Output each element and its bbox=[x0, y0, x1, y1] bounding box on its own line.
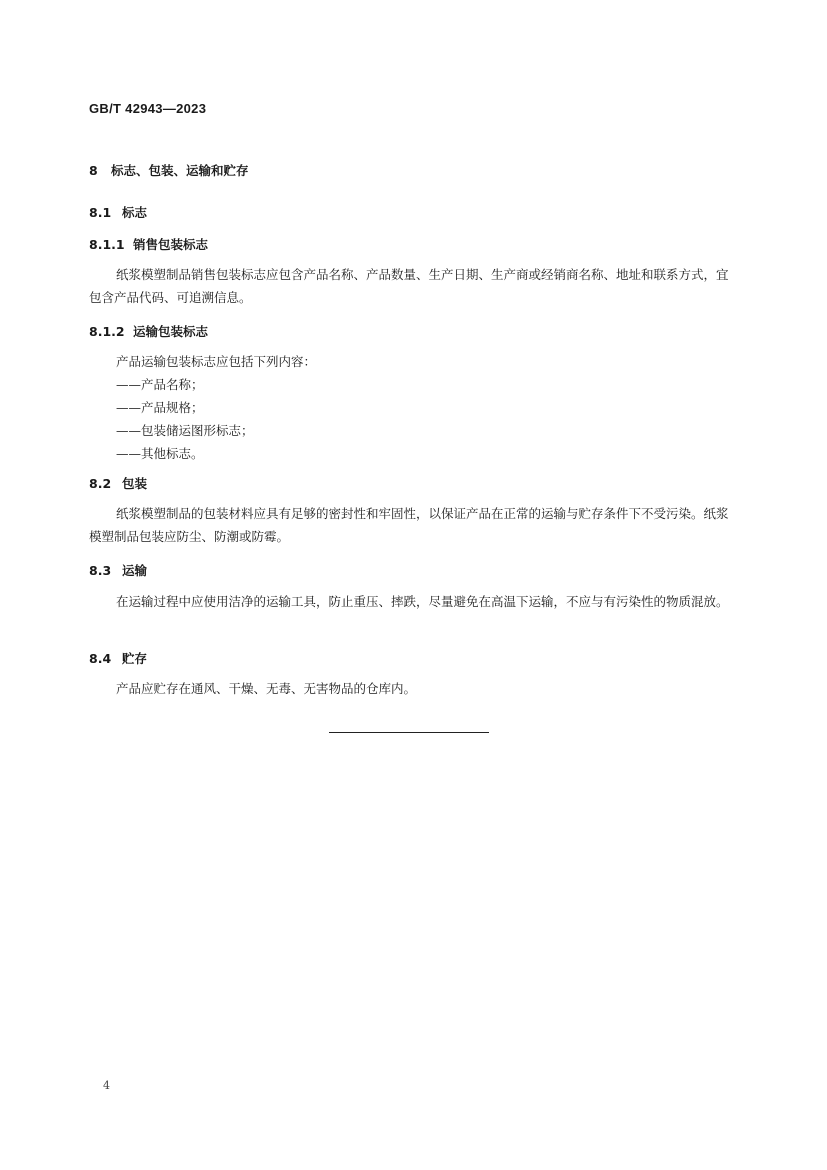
section-title: 运输 bbox=[122, 563, 148, 578]
end-of-standard-rule bbox=[329, 732, 489, 733]
page-number: 4 bbox=[103, 1079, 110, 1092]
section-title: 包装 bbox=[122, 476, 148, 491]
list-item: ——包装储运图形标志； bbox=[116, 423, 254, 438]
section-title: 标志 bbox=[122, 205, 148, 220]
section-number: 8.2 bbox=[89, 476, 112, 491]
section-number: 8.1 bbox=[89, 205, 112, 220]
section-title: 运输包装标志 bbox=[133, 324, 209, 339]
list-item: ——产品规格； bbox=[116, 400, 204, 415]
section-8-1-1-heading bbox=[89, 235, 208, 253]
paragraph-transport: 在运输过程中应使用洁净的运输工具，防止重压、摔跌，尽量避免在高温下运输，不应与有污染性的物质混放。 bbox=[116, 594, 729, 609]
list-item: ——产品名称； bbox=[116, 377, 204, 392]
section-number: 8 bbox=[89, 163, 98, 178]
section-title: 标志、包装、运输和贮存 bbox=[111, 163, 249, 178]
paragraph-packaging: 纸浆模塑制品的包装材料应具有足够的密封性和牢固性，以保证产品在正常的运输与贮存条件下不受污染。纸浆模塑制品包装应防尘、防潮或防霉。 bbox=[89, 506, 729, 544]
list-item: ——其他标志。 bbox=[116, 446, 204, 461]
section-8-heading bbox=[89, 161, 249, 179]
section-number: 8.4 bbox=[89, 651, 112, 666]
section-8-3-heading bbox=[89, 561, 147, 579]
standard-code: GB/T 42943—2023 bbox=[89, 101, 207, 116]
section-8-1-2-heading bbox=[89, 322, 208, 340]
section-number: 8.1.1 bbox=[89, 237, 125, 252]
section-8-1-heading bbox=[89, 203, 147, 221]
section-title: 贮存 bbox=[122, 651, 148, 666]
paragraph-sales-package-marking: 纸浆模塑制品销售包装标志应包含产品名称、产品数量、生产日期、生产商或经销商名称、地址和联系方式，宜包含产品代码、可追溯信息。 bbox=[89, 267, 729, 305]
list-intro: 产品运输包装标志应包括下列内容： bbox=[116, 354, 317, 369]
section-8-4-heading bbox=[89, 649, 147, 667]
section-8-2-heading bbox=[89, 474, 147, 492]
section-title: 销售包装标志 bbox=[133, 237, 209, 252]
section-number: 8.1.2 bbox=[89, 324, 125, 339]
section-number: 8.3 bbox=[89, 563, 112, 578]
paragraph-storage: 产品应贮存在通风、干燥、无毒、无害物品的仓库内。 bbox=[116, 681, 417, 696]
